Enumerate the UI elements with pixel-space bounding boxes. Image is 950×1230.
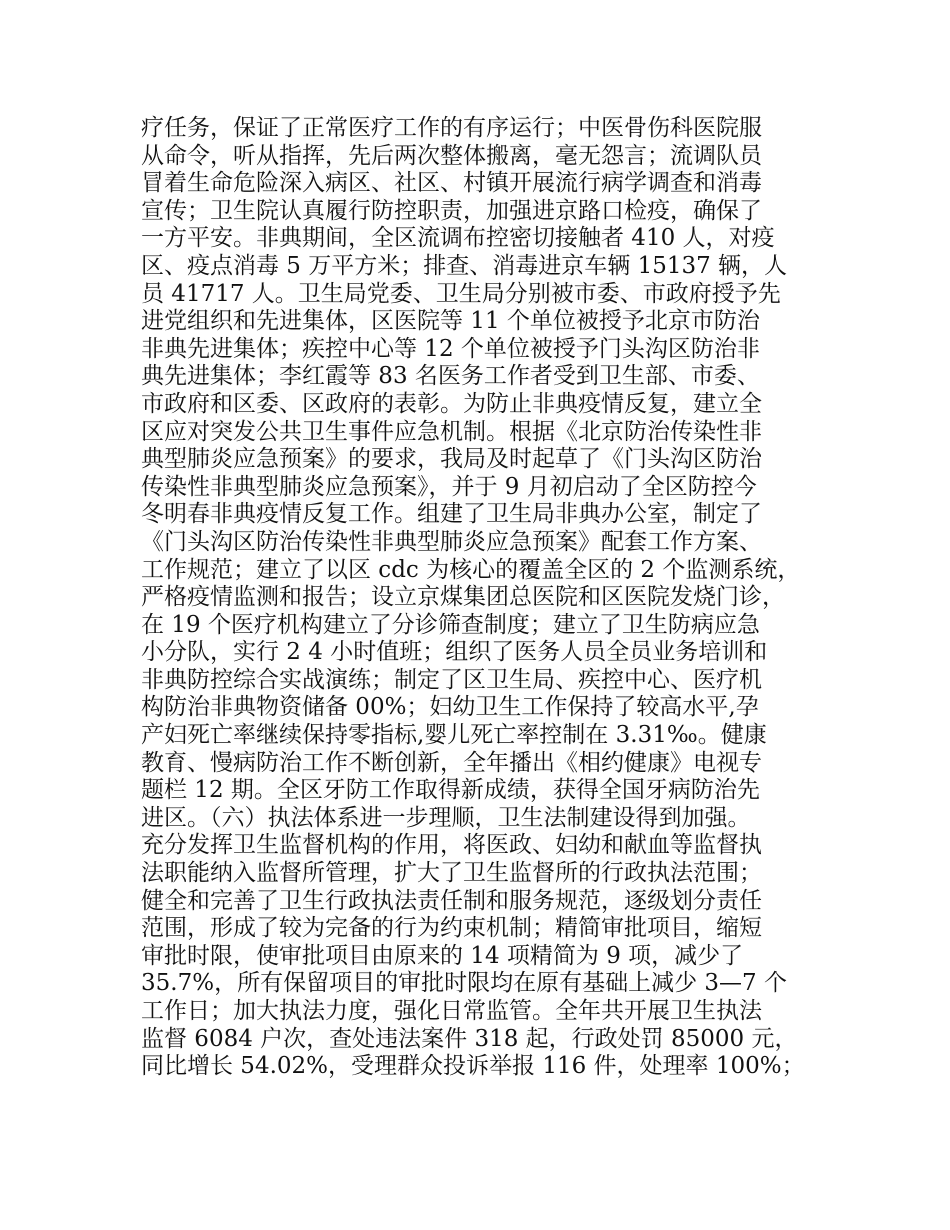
text-line: 市政府和区委、区政府的表彰。为防止非典疫情反复，建立全 bbox=[141, 390, 762, 417]
text-line: 教育、慢病防治工作不断创新，全年播出《相约健康》电视专 bbox=[141, 749, 762, 776]
text-line: 从命令，听从指挥，先后两次整体搬离，毫无怨言；流调队员 bbox=[141, 142, 762, 169]
text-line: 同比增长 54.02%，受理群众投诉举报 116 件，处理率 100%； bbox=[141, 1053, 805, 1080]
text-line: 监督 6084 户次，查处违法案件 318 起，行政处罚 85000 元， bbox=[141, 1025, 798, 1052]
text-line: 工作日；加大执法力度，强化日常监管。全年共开展卫生执法 bbox=[141, 998, 762, 1024]
text-line: 宣传；卫生院认真履行防控职责，加强进京路口检疫，确保了 bbox=[141, 197, 762, 224]
text-line: 典型肺炎应急预案》的要求，我局及时起草了《门头沟区防治 bbox=[141, 446, 762, 473]
text-line: 健全和完善了卫生行政执法责任制和服务规范，逐级划分责任 bbox=[141, 887, 762, 914]
text-line: 典先进集体；李红霞等 83 名医务工作者受到卫生部、市委、 bbox=[141, 363, 760, 390]
text-line: 区应对突发公共卫生事件应急机制。根据《北京防治传染性非 bbox=[141, 418, 762, 445]
text-line: 进党组织和先进集体，区医院等 11 个单位被授予北京市防治 bbox=[141, 308, 760, 335]
text-line: 区、疫点消毒 5 万平方米；排查、消毒进京车辆 15137 辆，人 bbox=[141, 252, 788, 279]
text-line: 构防治非典物资储备 00%；妇幼卫生工作保持了较高水平,孕 bbox=[141, 694, 759, 721]
text-line: 严格疫情监测和报告；设立京煤集团总医院和区医院发烧门诊， bbox=[141, 584, 785, 611]
text-line: 冬明春非典疫情反复工作。组建了卫生局非典办公室，制定了 bbox=[141, 501, 762, 528]
text-line: 法职能纳入监督所管理，扩大了卫生监督所的行政执法范围； bbox=[141, 860, 762, 887]
text-line: 传染性非典型肺炎应急预案》，并于 9 月初启动了全区防控今 bbox=[141, 473, 757, 500]
text-line: 范围，形成了较为完备的行为约束机制；精简审批项目，缩短 bbox=[141, 915, 762, 942]
text-line: 产妇死亡率继续保持零指标,婴儿死亡率控制在 3.31‰。健康 bbox=[141, 722, 767, 749]
text-line: 《门头沟区防治传染性非典型肺炎应急预案》配套工作方案、 bbox=[141, 528, 762, 555]
text-line: 疗任务，保证了正常医疗工作的有序运行；中医骨伤科医院服 bbox=[141, 115, 762, 141]
text-line: 非典防控综合实战演练；制定了区卫生局、疾控中心、医疗机 bbox=[141, 666, 762, 693]
text-line: 35.7%，所有保留项目的审批时限均在原有基础上减少 3—7 个 bbox=[141, 970, 787, 997]
text-line: 充分发挥卫生监督机构的作用，将医政、妇幼和献血等监督执 bbox=[141, 832, 762, 859]
text-line: 员 41717 人。卫生局党委、卫生局分别被市委、市政府授予先 bbox=[141, 280, 781, 307]
text-line: 题栏 12 期。全区牙防工作取得新成绩，获得全国牙病防治先 bbox=[141, 777, 760, 804]
text-line: 工作规范；建立了以区 cdc 为核心的覆盖全区的 2 个监测系统， bbox=[141, 556, 801, 583]
text-line: 进区。（六）执法体系进一步理顺，卫生法制建设得到加强。 bbox=[141, 804, 751, 831]
body-text bbox=[141, 115, 841, 1081]
text-line: 审批时限，使审批项目由原来的 14 项精简为 9 项，减少了 bbox=[141, 942, 744, 969]
text-line: 小分队，实行 2 4 小时值班；组织了医务人员全员业务培训和 bbox=[141, 639, 768, 666]
text-line: 非典先进集体；疾控中心等 12 个单位被授予门头沟区防治非 bbox=[141, 335, 760, 362]
text-line: 一方平安。非典期间，全区流调布控密切接触者 410 人，对疫 bbox=[141, 225, 775, 252]
text-line: 冒着生命危险深入病区、社区、村镇开展流行病学调查和消毒 bbox=[141, 170, 762, 197]
text-line: 在 19 个医疗机构建立了分诊筛查制度；建立了卫生防病应急 bbox=[141, 611, 760, 638]
